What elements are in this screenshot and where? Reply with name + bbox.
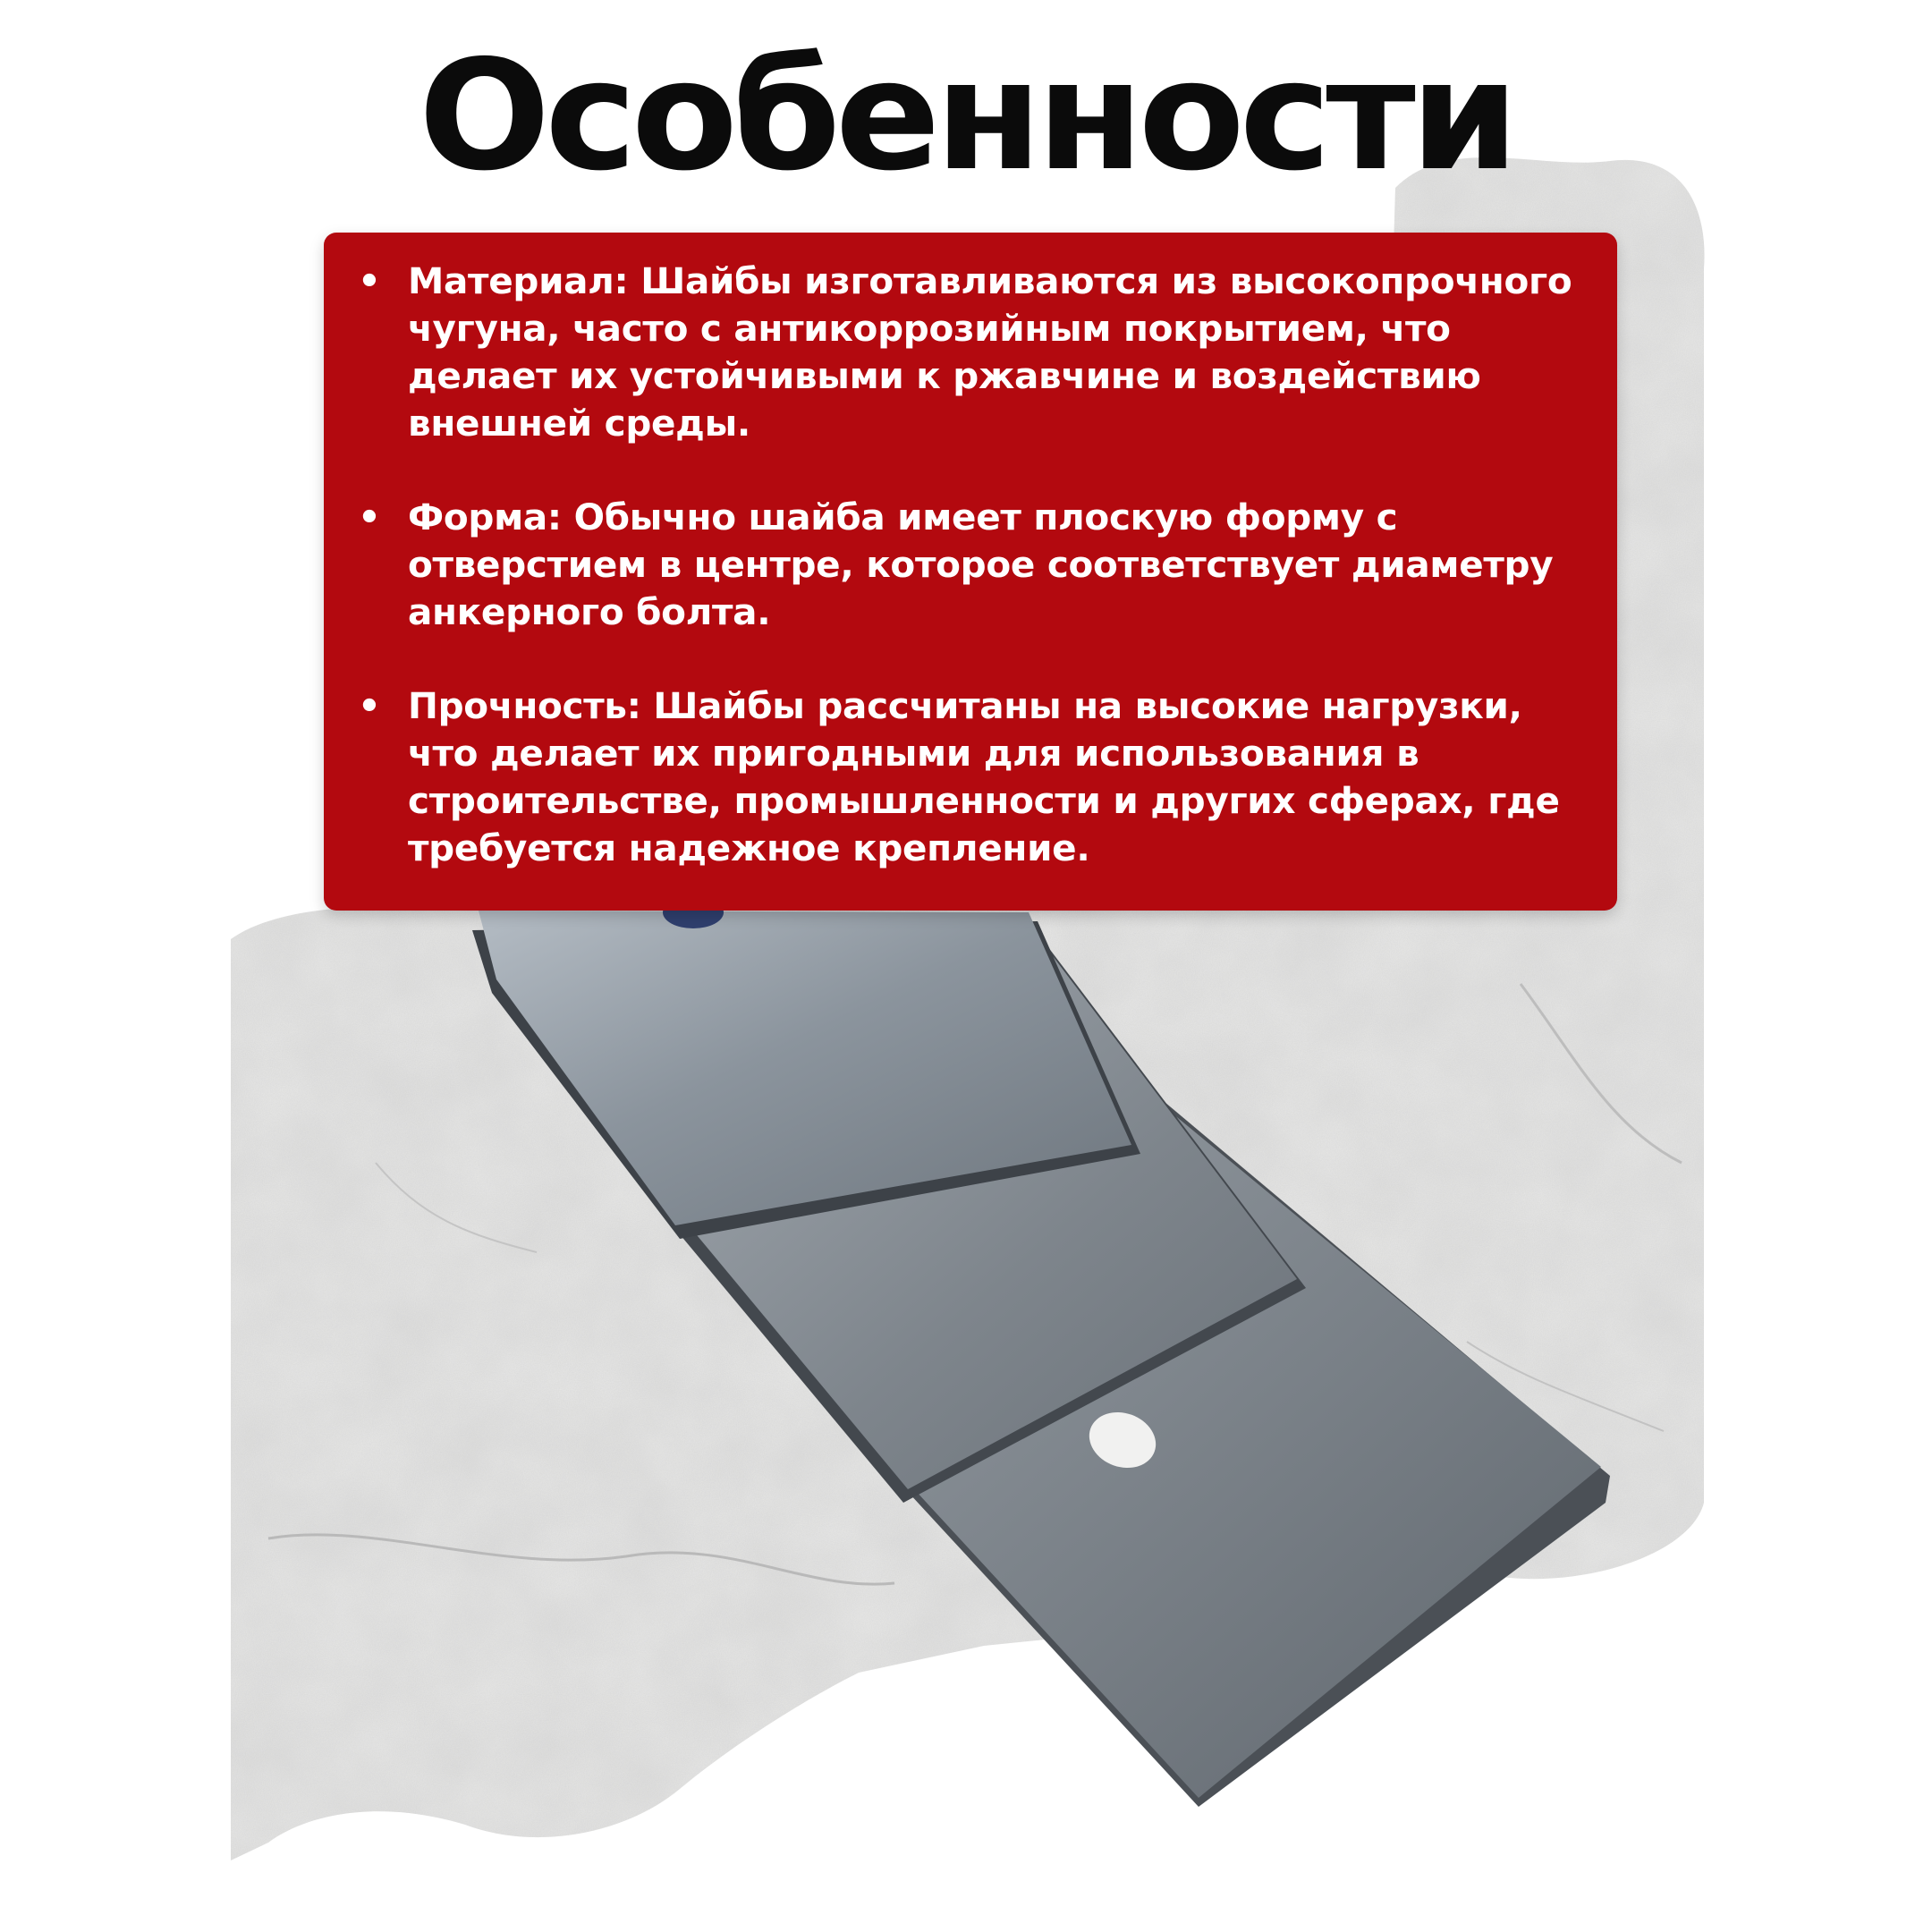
bullet-icon: • <box>358 684 381 727</box>
feature-text: Прочность: Шайбы рассчитаны на высокие нагрузки, что делает их пригодными для использования в строительстве, промышленности и других сферах, где требуется надежное крепление. <box>408 684 1560 869</box>
page-title: Особенности <box>418 28 1514 205</box>
bullet-icon: • <box>358 259 381 302</box>
feature-item-material <box>351 258 1590 447</box>
feature-item-shape <box>351 494 1590 636</box>
bullet-icon: • <box>358 496 381 538</box>
features-panel <box>324 233 1617 911</box>
feature-item-strength <box>351 682 1590 872</box>
features-list <box>324 233 1617 872</box>
feature-text: Материал: Шайбы изготавливаются из высокопрочного чугуна, часто с антикоррозийным покрытием, что делает их устойчивыми к ржавчине и воздействию внешней среды. <box>408 259 1572 445</box>
feature-text: Форма: Обычно шайба имеет плоскую форму с отверстием в центре, которое соответствует диаметру анкерного болта. <box>408 496 1554 633</box>
